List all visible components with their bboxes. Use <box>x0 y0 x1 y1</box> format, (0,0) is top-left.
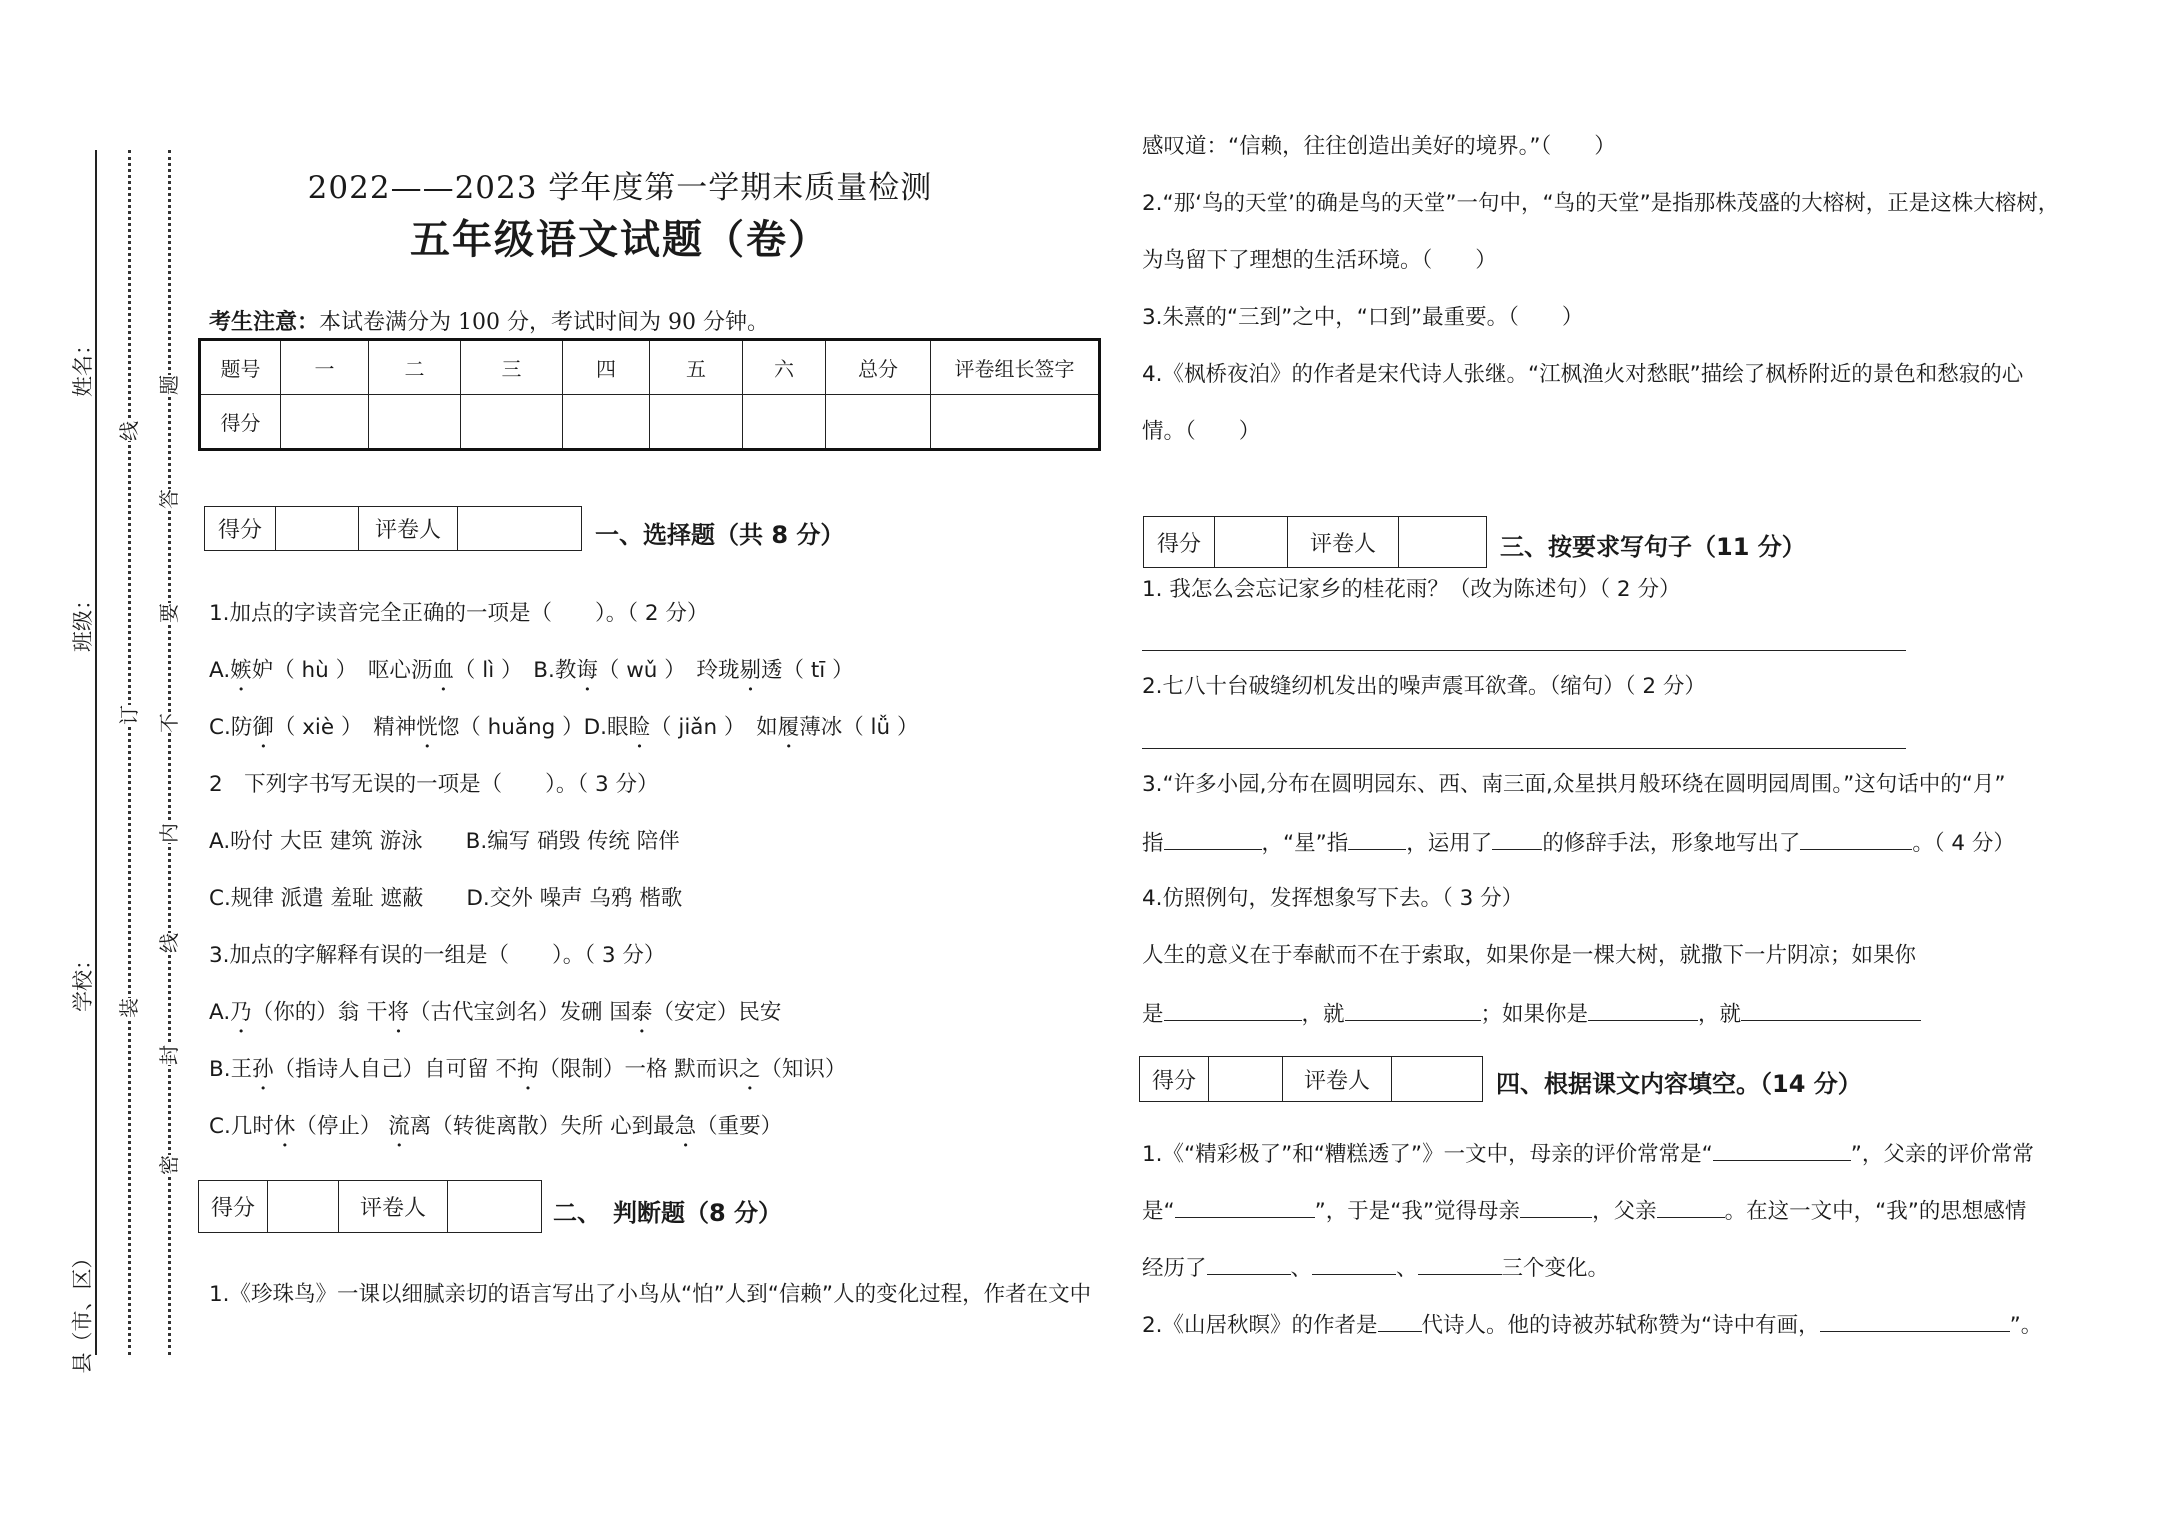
score-header-cell: 总分 <box>826 340 931 395</box>
text-run: ，就 <box>1301 1002 1345 1027</box>
text-run: ，就 <box>1698 1002 1742 1027</box>
dotted-char: 恍 <box>416 715 438 740</box>
text-run: A. <box>209 1000 231 1025</box>
text-run: C.几时 <box>209 1114 274 1139</box>
text-run: （安定）民安 <box>652 1000 782 1025</box>
notice-text: 本试卷满分为 100 分，考试时间为 90 分钟。 <box>319 310 769 335</box>
text-run: 1.《“精彩极了”和“糟糕透了”》一文中，母亲的评价常常是“ <box>1142 1142 1713 1167</box>
warn-char-8: 密 <box>157 1155 181 1175</box>
text-run: ，“星”指 <box>1261 831 1349 856</box>
text-run: 惚（ huǎng ）D.眼 <box>437 715 629 740</box>
dotted-char: 休 <box>273 1114 296 1139</box>
s1-q1-options-cd <box>209 715 918 753</box>
score-cell[interactable] <box>281 395 369 450</box>
s2-q1-line1: 1.《珍珠鸟》一课以细腻亲切的语言写出了小鸟从“怕”人到“信赖”人的变化过程，作者在文中 <box>209 1282 1092 1307</box>
exam-notice <box>209 305 769 336</box>
blank-line[interactable] <box>1164 1000 1302 1021</box>
blank-line[interactable] <box>1348 829 1406 850</box>
grader-box-grader-label: 评卷人 <box>1288 517 1399 568</box>
dotted-char: 拘 <box>516 1057 539 1082</box>
score-header-cell: 题号 <box>200 340 281 395</box>
s1-q2-options-cd: C.规律 派遣 羞耻 遮蔽 D.交外 噪声 乌鸦 楷歌 <box>209 886 683 911</box>
grader-box-s3 <box>1143 516 1487 568</box>
s4-q1-line1 <box>1142 1140 2034 1168</box>
blank-line[interactable] <box>1492 829 1542 850</box>
grader-box-grader-label: 评卷人 <box>359 507 458 551</box>
text-run: （指诗人自己）自可留 不 <box>273 1057 517 1082</box>
text-run: （ lì ） B.教 <box>453 658 577 683</box>
blank-line[interactable] <box>1800 829 1912 850</box>
score-header-cell: 六 <box>743 340 826 395</box>
blank-line[interactable] <box>1345 1000 1481 1021</box>
blank-line[interactable] <box>1378 1311 1422 1332</box>
text-run: 2.《山居秋暝》的作者是 <box>1142 1313 1378 1338</box>
text-run: （你的）翁 干 <box>251 1000 388 1025</box>
text-run: ”，于是“我”觉得母亲 <box>1314 1199 1521 1224</box>
text-run: （知识） <box>760 1057 847 1082</box>
score-cell[interactable] <box>461 395 563 450</box>
blank-line[interactable] <box>1657 1197 1725 1218</box>
s3-q4-blanks <box>1142 1000 1921 1028</box>
text-run: 经历了 <box>1142 1256 1207 1281</box>
grader-box-grader-cell[interactable] <box>448 1181 542 1233</box>
margin-label-class: 班级： <box>71 589 95 652</box>
dotted-char: 嫉 <box>230 658 252 683</box>
text-run: 是“ <box>1142 1199 1175 1224</box>
exam-title-line2: 五年级语文试题（卷） <box>410 217 830 263</box>
section-title-2: 二、 判断题（8 分） <box>553 1199 783 1227</box>
grader-box-s4 <box>1139 1056 1483 1102</box>
score-header-cell: 四 <box>563 340 650 395</box>
text-run: （古代宝剑名）发硎 国 <box>409 1000 631 1025</box>
dotted-char: 乃 <box>230 1000 252 1025</box>
blank-line[interactable] <box>1418 1254 1502 1275</box>
grader-box-score-label: 得分 <box>1144 517 1215 568</box>
grader-box-score-cell[interactable] <box>1209 1057 1283 1102</box>
seal-char-zhuang: 装 <box>117 998 141 1018</box>
s3-q1: 1. 我怎么会忘记家乡的桂花雨？（改为陈述句）（ 2 分） <box>1142 577 1681 602</box>
grader-box-grader-cell[interactable] <box>1399 517 1487 568</box>
text-run: 三个变化。 <box>1501 1256 1610 1281</box>
text-run: 妒（ hù ） 呕心沥 <box>251 658 433 683</box>
text-run: ，父亲 <box>1592 1199 1657 1224</box>
dotted-char: 孙 <box>252 1057 274 1082</box>
text-run: 、 <box>1396 1256 1418 1281</box>
seal-char-ding: 订 <box>117 705 141 725</box>
text-run: 的修辞手法，形象地写出了 <box>1542 831 1801 856</box>
s1-q1-options-ab <box>209 658 854 696</box>
dotted-char: 剔 <box>739 658 762 683</box>
margin-label-county: 县（市、区） <box>70 1247 95 1374</box>
s2-q4-line2: 情。（ ） <box>1142 419 1261 444</box>
text-run: （停止） <box>295 1114 389 1139</box>
score-header-cell: 一 <box>281 340 369 395</box>
score-table-score-row <box>200 395 1100 450</box>
score-cell[interactable] <box>743 395 826 450</box>
text-run: 薄冰（ lǚ ） <box>799 715 919 740</box>
s1-q1: 1.加点的字读音完全正确的一项是（ ）。（ 2 分） <box>209 601 709 626</box>
text-run: （ wǔ ） 玲珑 <box>597 658 740 683</box>
text-run: 。（ 4 分） <box>1912 831 2015 856</box>
warn-char-6: 线 <box>157 933 181 953</box>
score-table-header-row <box>200 340 1100 395</box>
s1-q2-options-ab: A.吩付 大臣 建筑 游泳 B.编写 硝毁 传统 陪伴 <box>209 829 680 854</box>
dotted-char: 之 <box>738 1057 761 1082</box>
warn-char-1: 题 <box>157 375 181 395</box>
dotted-char: 将 <box>387 1000 410 1025</box>
blank-line[interactable] <box>1588 1000 1698 1021</box>
warn-char-5: 内 <box>157 823 181 843</box>
dotted-char: 诲 <box>576 658 598 683</box>
blank-line[interactable] <box>1175 1197 1315 1218</box>
text-run: ；如果你是 <box>1480 1002 1589 1027</box>
score-cell[interactable] <box>931 395 1100 450</box>
s1-q3-option-a <box>209 1000 781 1038</box>
text-run: ”，父亲的评价常常 <box>1850 1142 2034 1167</box>
score-header-cell: 五 <box>650 340 743 395</box>
text-run: 、 <box>1290 1256 1313 1281</box>
dotted-char: 血 <box>432 658 454 683</box>
score-header-cell: 三 <box>461 340 563 395</box>
score-cell[interactable] <box>563 395 650 450</box>
score-row-label: 得分 <box>200 395 281 450</box>
text-run: 代诗人。他的诗被苏轼称赞为“诗中有画， <box>1421 1313 1820 1338</box>
s3-q2: 2.七八十台破缝纫机发出的噪声震耳欲聋。（缩句）（ 2 分） <box>1142 674 1706 699</box>
s1-q2: 2 下列字书写无误的一项是（ ）。（ 3 分） <box>209 772 659 797</box>
grader-box-score-label: 得分 <box>199 1181 268 1233</box>
s1-q3-option-b <box>209 1057 846 1095</box>
blank-line[interactable] <box>1207 1254 1291 1275</box>
score-header-cell: 评卷组长签字 <box>931 340 1100 395</box>
s2-q4-line1: 4.《枫桥夜泊》的作者是宋代诗人张继。“江枫渔火对愁眠”描绘了枫桥附近的景色和愁寂的心 <box>1142 362 2024 387</box>
section-title-3: 三、按要求写句子（11 分） <box>1500 533 1806 561</box>
dotted-char: 急 <box>674 1114 697 1139</box>
grader-box-grader-cell[interactable] <box>458 507 582 551</box>
text-run: （ xiè ） 精神 <box>273 715 417 740</box>
text-run: A. <box>209 658 231 683</box>
grader-box-grader-label: 评卷人 <box>339 1181 448 1233</box>
grader-box-score-label: 得分 <box>1140 1057 1209 1102</box>
s3-q4: 4.仿照例句，发挥想象写下去。（ 3 分） <box>1142 886 1524 911</box>
text-run: ，运用了 <box>1406 831 1493 856</box>
margin-dotted-line-1 <box>128 150 131 1355</box>
dotted-char: 流 <box>388 1114 410 1139</box>
score-cell[interactable] <box>826 395 931 450</box>
margin-label-school: 学校： <box>71 949 95 1012</box>
grader-box-score-label: 得分 <box>205 507 276 551</box>
text-run: B.王 <box>209 1057 253 1082</box>
blank-line[interactable] <box>1820 1311 2010 1332</box>
text-run: （限制）一格 默而识 <box>538 1057 739 1082</box>
text-run: ”。 <box>2009 1313 2043 1338</box>
section-title-1: 一、选择题（共 8 分） <box>595 521 845 549</box>
margin-label-name: 姓名： <box>71 334 95 397</box>
notice-label: 考生注意： <box>209 310 320 335</box>
margin-write-line <box>95 150 97 1355</box>
text-run: 透（ tī ） <box>761 658 854 683</box>
s2-q2-line1: 2.“那‘鸟的天堂’的确是鸟的天堂”一句中，“鸟的天堂”是指那株茂盛的大榕树，正是这株大榕树， <box>1142 191 2060 216</box>
warn-char-4: 不 <box>157 713 181 733</box>
text-run: （重要） <box>696 1114 783 1139</box>
warn-char-7: 封 <box>157 1045 181 1065</box>
s1-q3: 3.加点的字解释有误的一组是（ ）。（ 3 分） <box>209 943 666 968</box>
grader-box-s1 <box>204 506 582 551</box>
score-cell[interactable] <box>369 395 461 450</box>
dotted-char: 履 <box>777 715 800 740</box>
seal-char-xian: 线 <box>117 421 141 441</box>
text-run: 是 <box>1142 1002 1164 1027</box>
s2-q2-line2: 为鸟留下了理想的生活环境。（ ） <box>1142 248 1497 273</box>
s2-q3: 3.朱熹的“三到”之中，“口到”最重要。（ ） <box>1142 305 1584 330</box>
dotted-char: 睑 <box>628 715 651 740</box>
text-run: 指 <box>1142 831 1164 856</box>
warn-char-3: 要 <box>157 603 181 623</box>
blank-line[interactable] <box>1741 1000 1921 1021</box>
grader-box-grader-label: 评卷人 <box>1283 1057 1392 1102</box>
score-header-cell: 二 <box>369 340 461 395</box>
s3-q3-line1: 3.“许多小园,分布在圆明园东、西、南三面,众星拱月般环绕在圆明园周围。”这句话中的“月” <box>1142 772 2006 797</box>
s3-q4-example: 人生的意义在于奉献而不在于索取，如果你是一棵大树，就撒下一片阴凉；如果你 <box>1142 943 1917 968</box>
grader-box-score-cell[interactable] <box>268 1181 339 1233</box>
blank-line[interactable] <box>1713 1140 1851 1161</box>
s3-q3-line2 <box>1142 829 2015 857</box>
s1-q3-option-c <box>209 1114 782 1152</box>
grader-box-s2 <box>198 1180 542 1233</box>
grader-box-score-cell[interactable] <box>1215 517 1288 568</box>
blank-line[interactable] <box>1164 829 1262 850</box>
text-run: C.防 <box>209 715 253 740</box>
text-run: （ jiǎn ） 如 <box>650 715 778 740</box>
dotted-char: 御 <box>252 715 274 740</box>
s3-q2-answer-line[interactable] <box>1142 748 1906 749</box>
s2-q1-line2: 感叹道：“信赖，往往创造出美好的境界。”（ ） <box>1142 134 1616 159</box>
grader-box-score-cell[interactable] <box>276 507 359 551</box>
blank-line[interactable] <box>1312 1254 1396 1275</box>
s3-q1-answer-line[interactable] <box>1142 650 1906 651</box>
text-run: 离（转徙离散）失所 心到最 <box>409 1114 675 1139</box>
section-title-4: 四、根据课文内容填空。（14 分） <box>1496 1070 1862 1098</box>
s4-q1-line3 <box>1142 1254 1609 1282</box>
dotted-char: 泰 <box>630 1000 653 1025</box>
exam-title-line1: 2022——2023 学年度第一学期末质量检测 <box>307 170 933 206</box>
blank-line[interactable] <box>1520 1197 1592 1218</box>
score-table <box>198 338 1101 451</box>
s4-q2 <box>1142 1311 2042 1339</box>
s4-q1-line2 <box>1142 1197 2026 1225</box>
warn-char-2: 答 <box>157 489 181 509</box>
grader-box-grader-cell[interactable] <box>1392 1057 1483 1102</box>
score-cell[interactable] <box>650 395 743 450</box>
text-run: 。在这一文中，“我”的思想感情 <box>1724 1199 2027 1224</box>
